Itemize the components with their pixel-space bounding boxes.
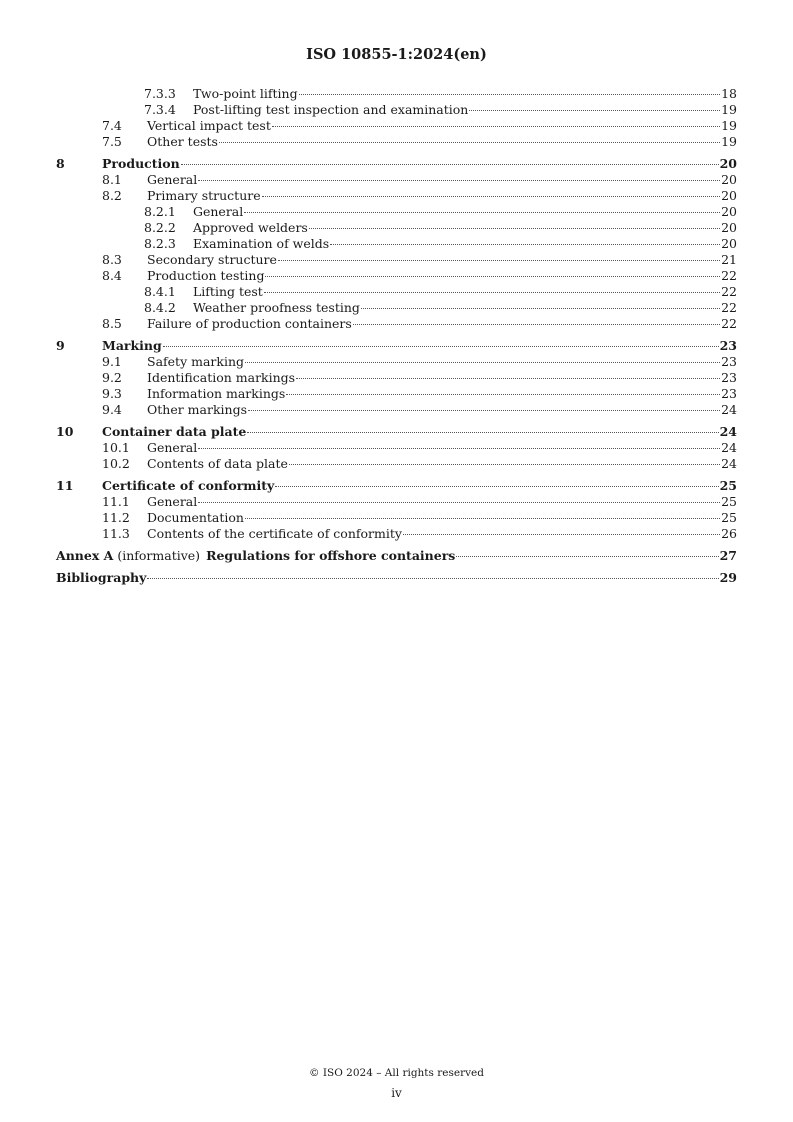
toc-leader <box>245 362 720 363</box>
toc-leader <box>272 126 720 127</box>
toc-number: 7.3.4 <box>144 102 176 117</box>
copyright-notice: © ISO 2024 – All rights reserved <box>309 1067 484 1079</box>
toc-page: 23 <box>721 354 737 369</box>
toc-entry-11-2[interactable] <box>56 510 737 526</box>
toc-page: 24 <box>721 456 737 471</box>
toc-leader <box>353 324 720 325</box>
toc-entry-annex-a[interactable] <box>56 548 737 564</box>
toc-page: 27 <box>719 548 737 563</box>
toc-leader <box>289 464 720 465</box>
toc-number: 11.3 <box>102 526 130 541</box>
toc-title: Safety marking <box>147 354 245 369</box>
toc-entry-8-2-1[interactable] <box>56 204 737 220</box>
toc-entry-9-3[interactable] <box>56 386 737 402</box>
toc-entry-9-4[interactable] <box>56 402 737 418</box>
toc-title: Documentation <box>147 510 244 525</box>
toc-page: 29 <box>719 570 737 585</box>
toc-leader <box>247 432 718 433</box>
toc-leader <box>147 578 718 579</box>
toc-entry-11[interactable] <box>56 478 737 494</box>
toc-title: Lifting test <box>193 284 263 299</box>
toc-title: Production testing <box>147 268 265 283</box>
toc-title: Regulations for offshore containers <box>206 548 456 563</box>
toc-entry-8-2-2[interactable] <box>56 220 737 236</box>
toc-page: 23 <box>721 386 737 401</box>
toc-title: Identification markings <box>147 370 296 385</box>
toc-entry-9[interactable] <box>56 338 737 354</box>
toc-title: Other markings <box>147 402 247 417</box>
toc-number: 7.4 <box>102 118 122 133</box>
toc-number: 8.2.2 <box>144 220 176 235</box>
toc-page: 25 <box>721 510 737 525</box>
toc-leader <box>163 346 719 347</box>
toc-title: Contents of the certificate of conformity <box>147 526 402 541</box>
toc-number: 8.2.1 <box>144 204 176 219</box>
toc-number: 7.5 <box>102 134 122 149</box>
toc-page: 20 <box>721 220 737 235</box>
toc-entry-8-2[interactable] <box>56 188 737 204</box>
toc-page: 25 <box>719 478 737 493</box>
toc-page: 24 <box>721 402 737 417</box>
toc-entry-10-2[interactable] <box>56 456 737 472</box>
toc-leader <box>299 94 720 95</box>
toc-number: 9.2 <box>102 370 122 385</box>
toc-page: 18 <box>721 86 737 101</box>
toc-number: 8.4 <box>102 268 122 283</box>
toc-title: Certificate of conformity <box>102 478 275 493</box>
toc-leader <box>265 276 720 277</box>
toc-leader <box>296 378 720 379</box>
toc-number: 8.2.3 <box>144 236 176 251</box>
toc-leader <box>245 518 720 519</box>
toc-number: 8.5 <box>102 316 122 331</box>
toc-title: Examination of welds <box>193 236 330 251</box>
toc-page: 23 <box>719 338 737 353</box>
toc-number: 10 <box>56 424 74 439</box>
toc-entry-8-3[interactable] <box>56 252 737 268</box>
toc-title: General <box>147 494 198 509</box>
toc-page: 20 <box>719 156 737 171</box>
toc-entry-9-1[interactable] <box>56 354 737 370</box>
toc-page: 19 <box>721 134 737 149</box>
toc-entry-11-1[interactable] <box>56 494 737 510</box>
toc-page: 25 <box>721 494 737 509</box>
toc-title: Information markings <box>147 386 286 401</box>
document-header: ISO 10855-1:2024(en) <box>306 46 487 63</box>
page-footer <box>0 1066 793 1100</box>
toc-leader <box>244 212 720 213</box>
toc-title: Approved welders <box>193 220 308 235</box>
toc-entry-7-5[interactable] <box>56 134 737 150</box>
toc-number: 9.4 <box>102 402 122 417</box>
toc-number: 10.1 <box>102 440 130 455</box>
toc-number: 9.1 <box>102 354 122 369</box>
toc-leader <box>248 410 720 411</box>
toc-number: 9.3 <box>102 386 122 401</box>
toc-title: Weather proofness testing <box>193 300 360 315</box>
toc-entry-10-1[interactable] <box>56 440 737 456</box>
toc-number: 11.1 <box>102 494 130 509</box>
toc-entry-8-4[interactable] <box>56 268 737 284</box>
toc-entry-7-3-4[interactable] <box>56 102 737 118</box>
toc-page: 22 <box>721 316 737 331</box>
toc-leader <box>309 228 720 229</box>
toc-title: Post-lifting test inspection and examination <box>193 102 469 117</box>
toc-leader <box>278 260 720 261</box>
toc-title: Primary structure <box>147 188 261 203</box>
toc-page: 23 <box>721 370 737 385</box>
toc-number: 11 <box>56 478 74 493</box>
toc-title: Bibliography <box>56 570 147 585</box>
table-of-contents <box>56 86 737 586</box>
toc-leader <box>198 180 720 181</box>
toc-page: 20 <box>721 172 737 187</box>
toc-entry-8-2-3[interactable] <box>56 236 737 252</box>
annex-label: Annex A <box>56 548 114 563</box>
toc-page: 19 <box>721 102 737 117</box>
toc-entry-8-1[interactable] <box>56 172 737 188</box>
toc-leader <box>262 196 720 197</box>
toc-page: 20 <box>721 236 737 251</box>
toc-entry-10[interactable] <box>56 424 737 440</box>
toc-title: Two-point lifting <box>193 86 298 101</box>
toc-leader <box>219 142 720 143</box>
toc-number: 8.4.2 <box>144 300 176 315</box>
toc-number: 8.4.1 <box>144 284 176 299</box>
toc-number: 8.3 <box>102 252 122 267</box>
toc-entry-11-3[interactable] <box>56 526 737 542</box>
toc-title: General <box>193 204 244 219</box>
toc-page: 22 <box>721 284 737 299</box>
toc-leader <box>469 110 720 111</box>
toc-entry-8-4-1[interactable] <box>56 284 737 300</box>
toc-entry-7-4[interactable] <box>56 118 737 134</box>
toc-number: 10.2 <box>102 456 130 471</box>
annex-informative-label: (informative) <box>117 548 201 563</box>
toc-leader <box>286 394 720 395</box>
toc-title: Container data plate <box>102 424 247 439</box>
toc-page: 24 <box>721 440 737 455</box>
toc-entry-8-5[interactable] <box>56 316 737 332</box>
toc-title: Vertical impact test <box>147 118 271 133</box>
toc-number: 11.2 <box>102 510 130 525</box>
toc-entry-7-3-3[interactable] <box>56 86 737 102</box>
toc-title: Contents of data plate <box>147 456 288 471</box>
toc-entry-8[interactable] <box>56 156 737 172</box>
toc-title: Failure of production containers <box>147 316 352 331</box>
toc-title: Marking <box>102 338 162 353</box>
toc-leader <box>361 308 720 309</box>
toc-page: 22 <box>721 268 737 283</box>
toc-title: General <box>147 440 198 455</box>
toc-title: Other tests <box>147 134 218 149</box>
toc-page: 21 <box>721 252 737 267</box>
toc-leader <box>264 292 720 293</box>
toc-page: 24 <box>719 424 737 439</box>
toc-number: 8.2 <box>102 188 122 203</box>
toc-entry-bibliography[interactable] <box>56 570 737 586</box>
toc-number: 8.1 <box>102 172 122 187</box>
toc-leader <box>275 486 718 487</box>
toc-page: 20 <box>721 188 737 203</box>
toc-leader <box>456 556 718 557</box>
toc-leader <box>198 502 720 503</box>
toc-page: 19 <box>721 118 737 133</box>
toc-number: 8 <box>56 156 65 171</box>
toc-page: 22 <box>721 300 737 315</box>
toc-page: 26 <box>721 526 737 541</box>
toc-number: 7.3.3 <box>144 86 176 101</box>
toc-leader <box>198 448 720 449</box>
toc-title: General <box>147 172 198 187</box>
toc-leader <box>403 534 720 535</box>
toc-number: 9 <box>56 338 65 353</box>
page-number: iv <box>391 1086 402 1100</box>
toc-page: 20 <box>721 204 737 219</box>
toc-leader <box>330 244 720 245</box>
toc-entry-8-4-2[interactable] <box>56 300 737 316</box>
toc-title: Secondary structure <box>147 252 277 267</box>
toc-entry-9-2[interactable] <box>56 370 737 386</box>
toc-leader <box>181 164 719 165</box>
toc-title: Production <box>102 156 180 171</box>
